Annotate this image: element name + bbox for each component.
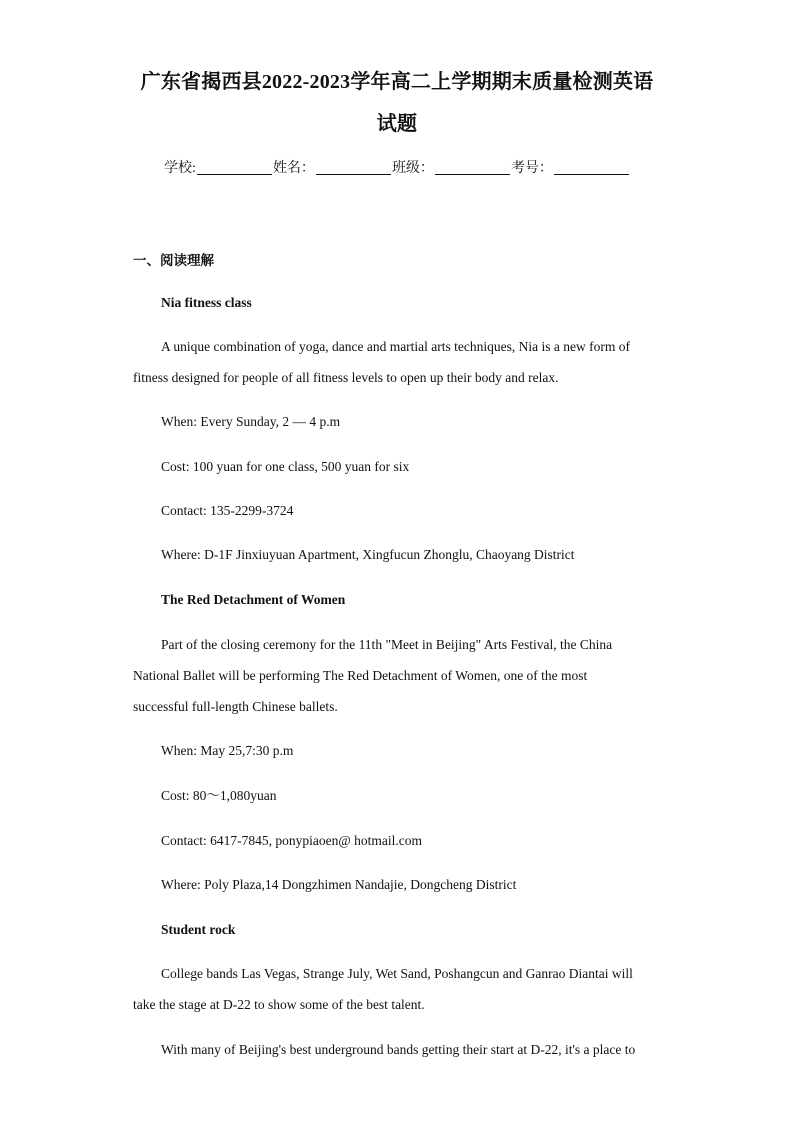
passage-1-heading: Nia fitness class (161, 295, 252, 310)
number-blank[interactable] (554, 159, 629, 175)
section-heading: 一、阅读理解 (133, 253, 214, 268)
passage-1-cost: Cost: 100 yuan for one class, 500 yuan for six (161, 459, 410, 474)
passage-2-where: Where: Poly Plaza,14 Dongzhimen Nandajie, Dongcheng District (161, 877, 517, 892)
passage-2-intro-line-2: National Ballet will be performing The Red Detachment of Women, one of the most (133, 668, 588, 683)
passage-3-heading: Student rock (161, 922, 236, 937)
document-title-line-1: 广东省揭西县2022-2023学年高二上学期期末质量检测英语 (140, 71, 654, 93)
passage-1-intro-line-1: A unique combination of yoga, dance and martial arts techniques, Nia is a new form of (161, 339, 630, 354)
name-blank[interactable] (316, 159, 391, 175)
school-blank[interactable] (197, 159, 272, 175)
document-title-line-2: 试题 (376, 113, 418, 135)
passage-2-intro-line-3: successful full-length Chinese ballets. (133, 699, 338, 714)
student-info-line (0, 158, 794, 180)
passage-2-contact: Contact: 6417-7845, ponypiaoen@ hotmail.com (161, 833, 423, 848)
passage-2-when: When: May 25,7:30 p.m (161, 743, 294, 758)
class-blank[interactable] (435, 159, 510, 175)
school-label: 学校: (164, 161, 196, 176)
passage-3-intro-line-2: take the stage at D-22 to show some of the best talent. (133, 997, 425, 1012)
passage-3-para-2-line-1: With many of Beijing's best underground bands getting their start at D-22, it's a place to (161, 1042, 636, 1057)
passage-1-contact: Contact: 135-2299-3724 (161, 503, 294, 518)
passage-1-where: Where: D-1F Jinxiuyuan Apartment, Xingfucun Zhonglu, Chaoyang District (161, 547, 575, 562)
passage-3-intro-line-1: College bands Las Vegas, Strange July, Wet Sand, Poshangcun and Ganrao Diantai will (161, 966, 633, 981)
passage-1-when: When: Every Sunday, 2 — 4 p.m (161, 414, 341, 429)
passage-1-intro-line-2: fitness designed for people of all fitness levels to open up their body and relax. (133, 370, 559, 385)
name-label: 姓名： (272, 161, 315, 176)
number-label: 考号： (510, 161, 553, 176)
passage-2-heading: The Red Detachment of Women (161, 592, 346, 607)
class-label: 班级： (391, 161, 434, 176)
passage-2-cost: Cost: 80～1,080yuan (161, 788, 277, 803)
passage-2-intro-line-1: Part of the closing ceremony for the 11th "Meet in Beijing" Arts Festival, the China (161, 637, 613, 652)
